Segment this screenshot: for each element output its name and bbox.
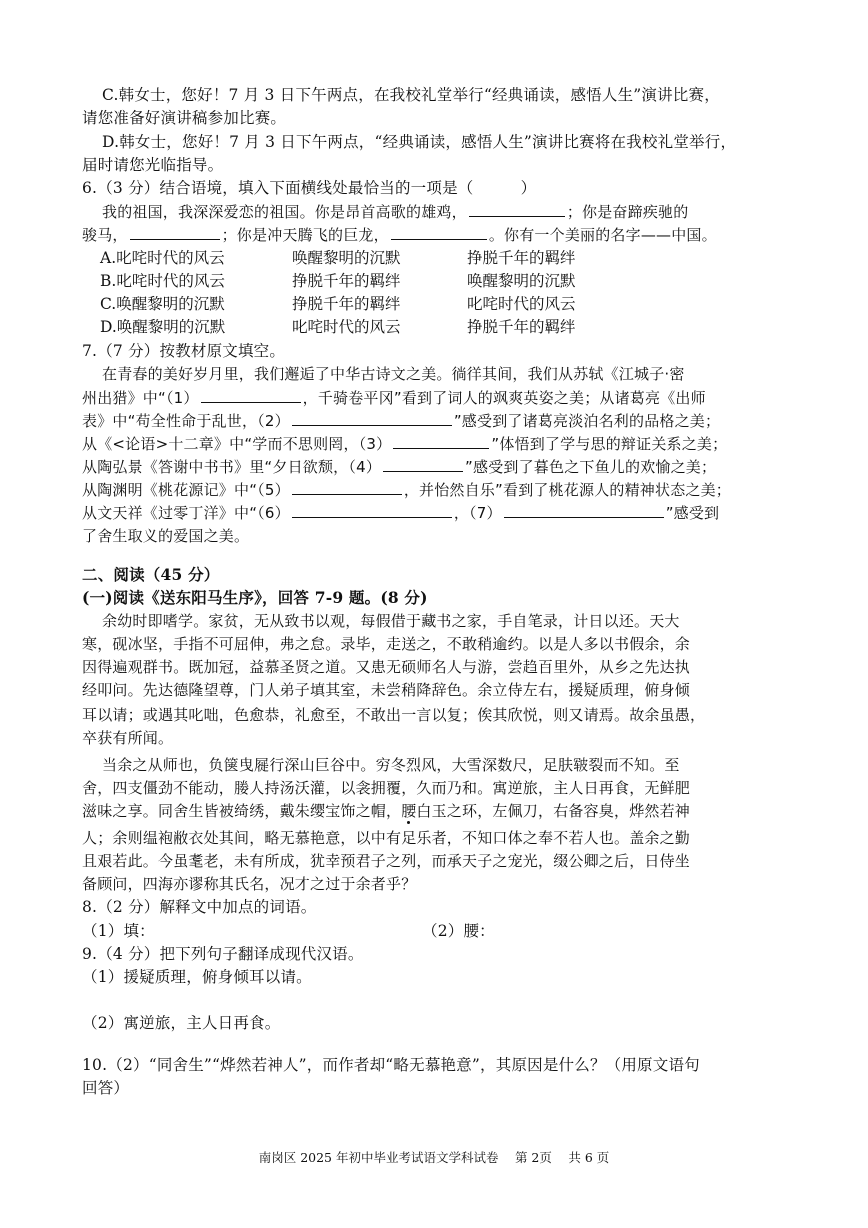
q7-text: 从陶渊明《桃花源记》中“（5） bbox=[82, 481, 290, 499]
q7-text: 州出猎》中“（1） bbox=[82, 389, 199, 407]
q6-option-c[interactable] bbox=[100, 293, 576, 315]
option-part: A.叱咤时代的风云 bbox=[100, 249, 225, 267]
page-footer: 南岗区 2025 年初中毕业考试语文学科试卷 第 2页 共 6 页 bbox=[258, 1150, 610, 1165]
passage-p2-line4: 人；余则缊袍敝衣处其间，略无慕艳意，以中有足乐者，不知口体之奉不若人也。盖余之勤 bbox=[82, 829, 691, 847]
q6-passage-line1 bbox=[102, 201, 812, 223]
q6-stem: 6.（3 分）结合语境，填入下面横线处最恰当的一项是（ ） bbox=[82, 179, 537, 197]
q6-passage-line2 bbox=[82, 224, 792, 246]
q7-line2 bbox=[82, 387, 792, 409]
q7-line4 bbox=[82, 433, 792, 455]
q7-text: ”感受到 bbox=[665, 504, 720, 522]
passage-p2-line6: 备顾问，四海亦谬称其氏名，况才之过于余者乎？ bbox=[82, 875, 417, 893]
option-part: 唤醒黎明的沉默 bbox=[292, 249, 401, 267]
answer-blank-6[interactable] bbox=[292, 502, 452, 518]
q7-line6 bbox=[82, 479, 792, 501]
passage-p2-line5: 且艰若此。今虽耄老，未有所成，犹幸预君子之列，而承天子之宠光，缀公卿之后，日侍坐 bbox=[82, 852, 691, 870]
passage-p2-line3 bbox=[82, 800, 792, 822]
q7-line5 bbox=[82, 456, 792, 478]
passage-p1-line3: 因得遍观群书。既加冠，益慕圣贤之道。又患无硕师名人与游，尝趋百里外，从乡之先达执 bbox=[82, 658, 691, 676]
passage-p2-line2: 舍，四支僵劲不能动，媵人持汤沃灌，以衾拥覆，久而乃和。寓逆旅，主人日再食，无鲜肥 bbox=[82, 779, 691, 797]
q6-text: 。你有一个美丽的名字——中国。 bbox=[488, 226, 717, 244]
q9-stem: 9.（4 分）把下列句子翻译成现代汉语。 bbox=[82, 945, 364, 963]
option-part: D.唤醒黎明的沉默 bbox=[100, 318, 226, 336]
q7-text: ，千骑卷平冈”看到了词人的飒爽英姿之美；从诸葛亮《出师 bbox=[302, 389, 706, 407]
q6-text: 我的祖国，我深深爱恋的祖国。你是昂首高歌的雄鸡， bbox=[102, 203, 467, 221]
passage-p1-line6: 卒获有所闻。 bbox=[82, 729, 174, 747]
q6-text: ；你是冲天腾飞的巨龙， bbox=[221, 226, 389, 244]
q10-line1: 10.（2）“同舍生”“烨然若神人”，而作者却“略无慕艳意”，其原因是什么？（用原文语句 bbox=[82, 1056, 700, 1074]
passage-p1-line2: 寒，砚冰坚，手指不可屈伸，弗之怠。录毕，走送之，不敢稍逾约。以是人多以书假余，余 bbox=[82, 635, 691, 653]
option-part: 唤醒黎明的沉默 bbox=[467, 272, 576, 290]
passage-text: 滋味之享。同舍生皆被绮绣，戴朱缨宝饰之帽， bbox=[82, 802, 402, 820]
q9-sentence-1[interactable]: （1）援疑质理，俯身倾耳以请。 bbox=[82, 968, 312, 986]
q5-option-d-line2: 届时请您光临指导。 bbox=[82, 156, 224, 174]
option-part: C.唤醒黎明的沉默 bbox=[100, 295, 225, 313]
answer-blank-5[interactable] bbox=[292, 479, 402, 495]
section-subtitle: (一)阅读《送东阳马生序》，回答 7-9 题。(8 分) bbox=[82, 588, 428, 607]
q7-text: ”体悟到了学与思的辩证关系之美； bbox=[491, 435, 728, 453]
answer-blank[interactable] bbox=[469, 201, 565, 217]
q7-text: ”感受到了暮色之下鱼儿的欢愉之美； bbox=[465, 458, 717, 476]
answer-blank-4[interactable] bbox=[383, 456, 463, 472]
option-part: 叱咤时代的风云 bbox=[467, 295, 576, 313]
option-part: 挣脱千年的羁绊 bbox=[467, 318, 576, 336]
q7-text: ”感受到了诸葛亮淡泊名利的品格之美； bbox=[453, 412, 721, 430]
answer-blank-1[interactable] bbox=[201, 387, 301, 403]
q7-text: 从《<论语>十二章》中“学而不思则罔，（3） bbox=[82, 435, 392, 453]
q7-line3 bbox=[82, 410, 792, 432]
q7-stem: 7.（7 分）按教材原文填空。 bbox=[82, 342, 286, 360]
q6-option-a[interactable] bbox=[100, 247, 576, 269]
q8-item-1[interactable]: （1）填： bbox=[82, 922, 155, 940]
q6-text: ；你是奋蹄疾驰的 bbox=[566, 203, 689, 221]
option-part: 挣脱千年的羁绊 bbox=[292, 295, 401, 313]
passage-p1-line4: 经叩问。先达德隆望尊，门人弟子填其室，未尝稍降辞色。余立侍左右，援疑质理，俯身倾 bbox=[82, 681, 691, 699]
passage-p1-line1: 余幼时即嗜学。家贫，无从致书以观，每假借于藏书之家，手自笔录，计日以还。天大 bbox=[102, 612, 680, 630]
q7-text: ，（7） bbox=[453, 504, 502, 522]
answer-blank-2[interactable] bbox=[292, 410, 452, 426]
option-part: 叱咤时代的风云 bbox=[292, 318, 401, 336]
q7-text: 从文天祥《过零丁洋》中“（6） bbox=[82, 504, 290, 522]
section-title: 二、阅读（45 分） bbox=[82, 565, 220, 584]
q7-line7 bbox=[82, 502, 792, 524]
q5-option-d-line1: D.韩女士，您好！7 月 3 日下午两点，“经典诵读，感悟人生”演讲比赛将在我校礼堂举行， bbox=[102, 133, 737, 151]
answer-blank-7[interactable] bbox=[504, 502, 664, 518]
q5-option-c-line1: C.韩女士，您好！7 月 3 日下午两点，在我校礼堂举行“经典诵读，感悟人生”演讲比赛， bbox=[102, 86, 720, 104]
q6-text: 骏马， bbox=[82, 226, 128, 244]
answer-blank-3[interactable] bbox=[393, 433, 489, 449]
q7-text: 表》中“苟全性命于乱世，（2） bbox=[82, 412, 290, 430]
q7-text: ，并怡然自乐”看到了桃花源人的精神状态之美； bbox=[403, 481, 732, 499]
q7-line8: 了舍生取义的爱国之美。 bbox=[82, 527, 250, 545]
q10-line2[interactable]: 回答） bbox=[82, 1079, 130, 1097]
passage-p1-line5: 耳以请；或遇其叱咄，色愈恭，礼愈至，不敢出一言以复；俟其欣悦，则又请焉。故余虽愚， bbox=[82, 706, 706, 724]
passage-text: 白玉之环，左佩刀，右备容臭，烨然若神 bbox=[416, 802, 691, 820]
option-part: B.叱咤时代的风云 bbox=[100, 272, 225, 290]
q8-item-2[interactable]: （2）腰： bbox=[422, 922, 495, 940]
q8-answers bbox=[82, 920, 792, 942]
answer-blank[interactable] bbox=[130, 224, 220, 240]
q7-text: 从陶弘景《答谢中书书》里“夕日欲颓，（4） bbox=[82, 458, 382, 476]
q8-stem: 8.（2 分）解释文中加点的词语。 bbox=[82, 898, 317, 916]
q9-sentence-2[interactable]: （2）寓逆旅，主人日再食。 bbox=[82, 1014, 281, 1032]
option-part: 挣脱千年的羁绊 bbox=[292, 272, 401, 290]
q7-line1: 在青春的美好岁月里，我们邂逅了中华古诗文之美。徜徉其间，我们从苏轼《江城子·密 bbox=[102, 365, 685, 383]
q6-option-d[interactable] bbox=[100, 316, 576, 338]
q6-option-b[interactable] bbox=[100, 270, 576, 292]
answer-blank[interactable] bbox=[391, 224, 487, 240]
passage-p2-line1: 当余之从师也，负箧曳屣行深山巨谷中。穷冬烈风，大雪深数尺，足肤皲裂而不知。至 bbox=[102, 756, 680, 774]
q5-option-c-line2: 请您准备好演讲稿参加比赛。 bbox=[82, 109, 287, 127]
option-part: 挣脱千年的羁绊 bbox=[467, 249, 576, 267]
dotted-word-yao: 腰 bbox=[401, 802, 417, 820]
